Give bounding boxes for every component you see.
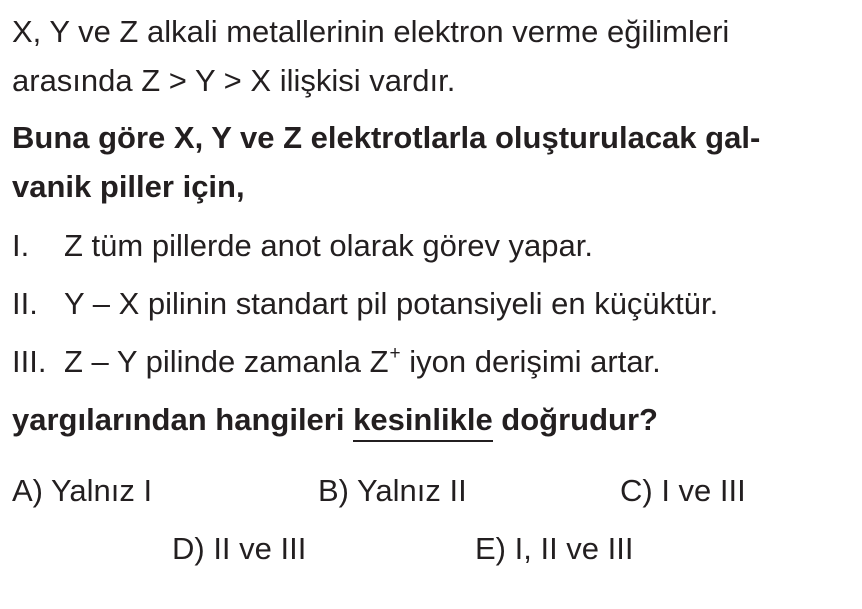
question-bold-line-1 xyxy=(12,120,760,156)
question-stem-line-1 xyxy=(12,14,729,50)
question-bold-line-2 xyxy=(12,169,245,205)
question-stem-line-2 xyxy=(12,63,455,99)
statement-3-text-before: Z – Y pilinde zamanla Z xyxy=(64,344,389,379)
choice-a[interactable] xyxy=(12,473,152,509)
choice-c[interactable] xyxy=(620,473,746,509)
stem-text-1: X, Y ve Z alkali metallerinin elektron verme eğilimleri xyxy=(12,14,730,49)
statement-2-number: II. xyxy=(12,286,38,321)
statement-1-text: Z tüm pillerde anot olarak görev yapar. xyxy=(64,228,593,263)
statement-1 xyxy=(12,228,593,264)
prompt-underlined-word: kesinlikle xyxy=(353,403,493,442)
bold-text-2: vanik piller için, xyxy=(12,169,245,204)
choice-e-label: E) I, II ve III xyxy=(475,531,634,566)
statement-3-text-after: iyon derişimi artar. xyxy=(400,344,661,379)
statement-2-text: Y – X pilinin standart pil potansiyeli en küçüktür. xyxy=(64,286,719,321)
bold-text-1: Buna göre X, Y ve Z elektrotlarla oluşturulacak gal- xyxy=(12,120,761,155)
stem-text-2: arasında Z > Y > X ilişkisi vardır. xyxy=(12,63,456,98)
choice-c-label: C) I ve III xyxy=(620,473,746,508)
prompt-after: doğrudur? xyxy=(492,402,658,437)
statement-3-superscript: + xyxy=(389,343,401,364)
choice-e[interactable] xyxy=(475,531,633,567)
statement-1-number: I. xyxy=(12,228,30,263)
statement-3-number: III. xyxy=(12,344,47,379)
statement-2 xyxy=(12,286,718,322)
choice-b[interactable] xyxy=(318,473,467,509)
choice-a-label: A) Yalnız I xyxy=(12,473,153,508)
prompt-before: yargılarından hangileri xyxy=(12,402,354,437)
question-prompt xyxy=(12,402,658,442)
choice-d[interactable] xyxy=(172,531,306,567)
statement-3 xyxy=(12,344,661,385)
choice-d-label: D) II ve III xyxy=(172,531,307,566)
choice-b-label: B) Yalnız II xyxy=(318,473,467,508)
